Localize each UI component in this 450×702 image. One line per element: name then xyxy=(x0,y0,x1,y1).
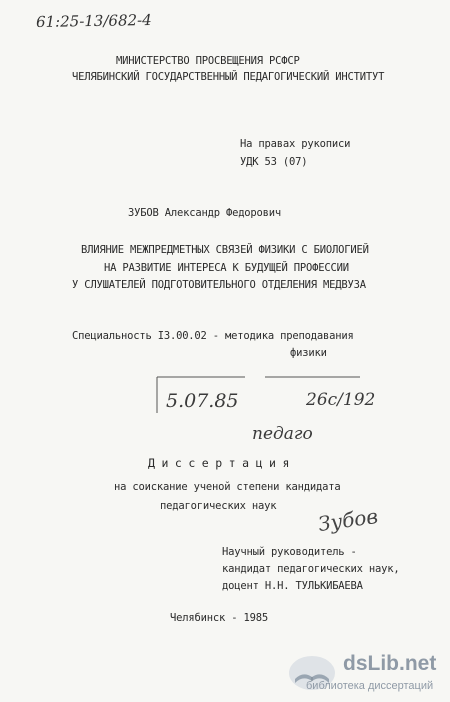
advisor-line-2: кандидат педагогических наук, xyxy=(222,563,400,575)
watermark-brand[interactable]: dsLib.net xyxy=(343,652,437,675)
stamp-number: 26с/192 xyxy=(306,390,376,410)
ministry-line: МИНИСТЕРСТВО ПРОСВЕЩЕНИЯ РСФСР xyxy=(116,55,300,67)
city-year: Челябинск - 1985 xyxy=(170,612,268,624)
handwritten-catalog-code: 61:25-13/682-4 xyxy=(35,10,152,32)
title-line-2: НА РАЗВИТИЕ ИНТЕРЕСА К БУДУЩЕЙ ПРОФЕССИИ xyxy=(104,262,349,274)
advisor-line-3: доцент Н.Н. ТУЛЬКИБАЕВА xyxy=(222,580,363,592)
dissertation-heading: Д и с с е р т а ц и я xyxy=(148,456,290,470)
degree-line-1: на соискание ученой степени кандидата xyxy=(114,481,341,493)
specialty-line-1: Специальность I3.00.02 - методика преподавания xyxy=(72,330,354,342)
institute-line: ЧЕЛЯБИНСКИЙ ГОСУДАРСТВЕННЫЙ ПЕДАГОГИЧЕСКИЙ ИНСТИТУТ xyxy=(72,71,385,83)
author-signature: Зубов xyxy=(316,503,380,537)
specialty-line-2: физики xyxy=(290,347,327,359)
udk-line: УДК 53 (07) xyxy=(240,156,308,168)
stamp-date: 5.07.85 xyxy=(166,390,239,412)
rights-line: На правах рукописи xyxy=(240,138,351,150)
degree-line-2: педагогических наук xyxy=(160,500,277,512)
author-name: ЗУБОВ Александр Федорович xyxy=(128,207,282,219)
advisor-line-1: Научный руководитель - xyxy=(222,546,357,558)
stamp-word: педаго xyxy=(252,424,313,444)
watermark-tagline: библиотека диссертаций xyxy=(306,680,434,692)
title-line-3: У СЛУШАТЕЛЕЙ ПОДГОТОВИТЕЛЬНОГО ОТДЕЛЕНИЯ МЕДВУЗА xyxy=(72,279,366,291)
title-line-1: ВЛИЯНИЕ МЕЖПРЕДМЕТНЫХ СВЯЗЕЙ ФИЗИКИ С БИОЛОГИЕЙ xyxy=(81,244,369,256)
